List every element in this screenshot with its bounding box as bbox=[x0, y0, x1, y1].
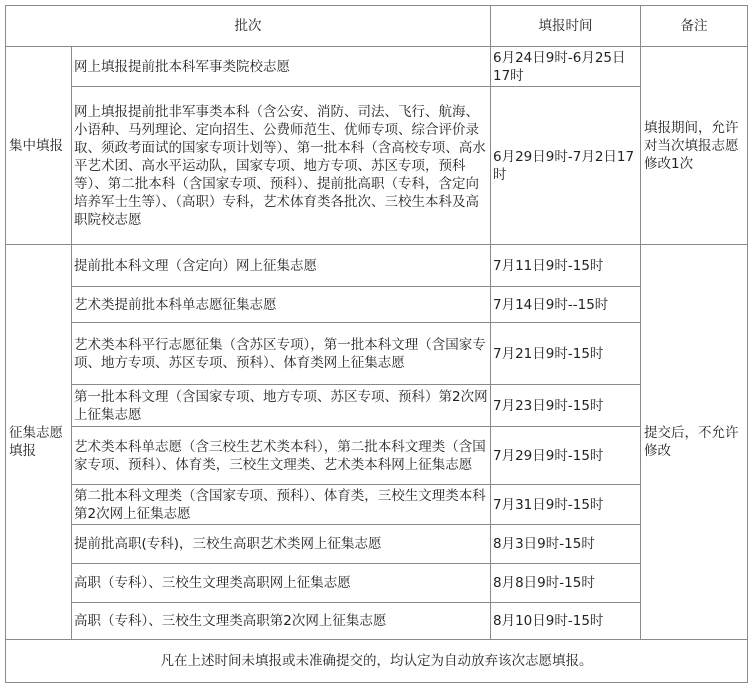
batch-cell: 艺术类提前批本科单志愿征集志愿 bbox=[72, 287, 491, 323]
table-row bbox=[6, 245, 748, 287]
footer-note: 凡在上述时间未填报或未准确提交的，均认定为自动放弃该次志愿填报。 bbox=[6, 640, 748, 683]
table-row bbox=[6, 427, 748, 485]
schedule-table bbox=[5, 5, 748, 683]
batch-cell: 网上填报提前批本科军事类院校志愿 bbox=[72, 47, 491, 87]
table-row bbox=[6, 47, 748, 87]
batch-cell: 艺术类本科平行志愿征集（含苏区专项），第一批本科文理（含国家专项、地方专项、苏区专项、预科）、体育类网上征集志愿 bbox=[72, 323, 491, 385]
time-cell: 6月24日9时-6月25日17时 bbox=[491, 47, 641, 87]
table-row bbox=[6, 564, 748, 603]
table-row bbox=[6, 525, 748, 564]
batch-cell: 第二批本科文理类（含国家专项、预科）、体育类，三校生文理类本科第2次网上征集志愿 bbox=[72, 485, 491, 525]
batch-cell: 高职（专科）、三校生文理类高职第2次网上征集志愿 bbox=[72, 603, 491, 640]
time-cell: 7月23日9时-15时 bbox=[491, 385, 641, 427]
group-label-centralized: 集中填报 bbox=[6, 47, 72, 245]
time-cell: 7月31日9时-15时 bbox=[491, 485, 641, 525]
batch-cell: 第一批本科文理（含国家专项、地方专项、苏区专项、预科）第2次网上征集志愿 bbox=[72, 385, 491, 427]
time-cell: 6月29日9时-7月2日17时 bbox=[491, 87, 641, 245]
batch-cell: 高职（专科）、三校生文理类高职网上征集志愿 bbox=[72, 564, 491, 603]
note-cell-solicitation: 提交后，不允许修改 bbox=[641, 245, 748, 640]
table-row bbox=[6, 323, 748, 385]
batch-cell: 提前批高职(专科)，三校生高职艺术类网上征集志愿 bbox=[72, 525, 491, 564]
batch-cell: 网上填报提前批非军事类本科（含公安、消防、司法、飞行、航海、小语种、马列理论、定向招生、公费师范生、优师专项、综合评价录取、须政考面试的国家专项计划等）、第一批本科（含高校专项、高水平艺术团、高水平运动队，国家专项、地方专项、苏区专项，预科等）、第二批本科（含国家专项、预科）、提前批高职（专科，含定向培养军士生等）、（高职）专科，艺术体育类各批次、三校生本科及高职院校志愿 bbox=[72, 87, 491, 245]
table-row bbox=[6, 485, 748, 525]
table-row bbox=[6, 603, 748, 640]
note-cell-centralized: 填报期间，允许对当次填报志愿修改1次 bbox=[641, 47, 748, 245]
footer-row bbox=[6, 640, 748, 683]
batch-cell: 艺术类本科单志愿（含三校生艺术类本科），第二批本科文理类（含国家专项、预科）、体育类，三校生文理类、艺术类本科网上征集志愿 bbox=[72, 427, 491, 485]
time-cell: 7月21日9时-15时 bbox=[491, 323, 641, 385]
time-cell: 8月3日9时-15时 bbox=[491, 525, 641, 564]
batch-cell: 提前批本科文理（含定向）网上征集志愿 bbox=[72, 245, 491, 287]
header-time: 填报时间 bbox=[491, 6, 641, 47]
time-cell: 8月8日9时-15时 bbox=[491, 564, 641, 603]
header-note: 备注 bbox=[641, 6, 748, 47]
time-cell: 7月14日9时--15时 bbox=[491, 287, 641, 323]
time-cell: 7月11日9时-15时 bbox=[491, 245, 641, 287]
time-cell: 7月29日9时-15时 bbox=[491, 427, 641, 485]
table-row bbox=[6, 385, 748, 427]
header-row bbox=[6, 6, 748, 47]
header-batch: 批次 bbox=[6, 6, 491, 47]
table-row bbox=[6, 87, 748, 245]
time-cell: 8月10日9时-15时 bbox=[491, 603, 641, 640]
group-label-solicitation: 征集志愿填报 bbox=[6, 245, 72, 640]
table-row bbox=[6, 287, 748, 323]
